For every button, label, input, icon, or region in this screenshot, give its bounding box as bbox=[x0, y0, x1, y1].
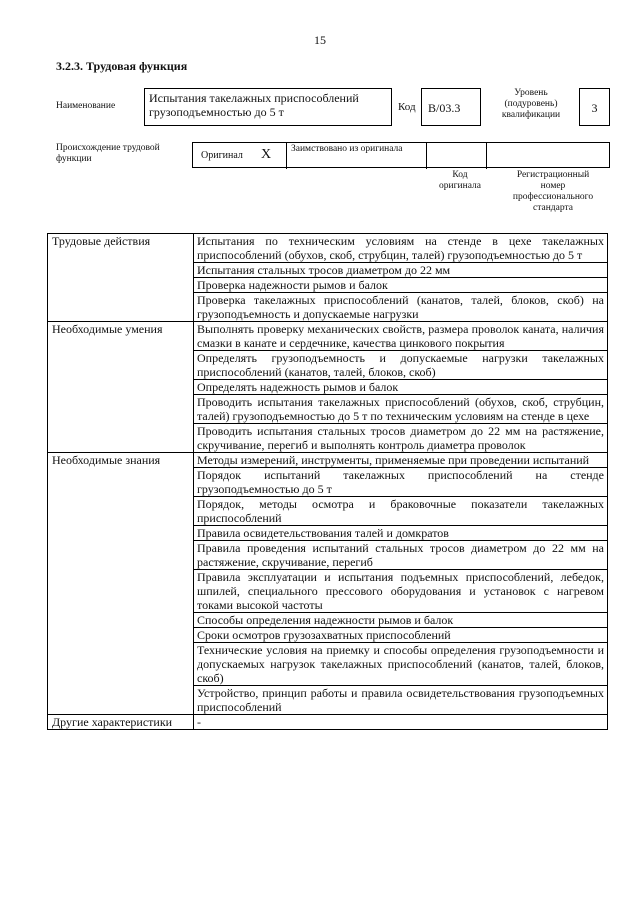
qualification-level-box: 3 bbox=[579, 88, 610, 126]
other-characteristics-value: - bbox=[194, 715, 608, 730]
original-cell bbox=[193, 143, 287, 169]
skill-item: Определять надежность рымов и балок bbox=[194, 380, 608, 395]
table-row bbox=[48, 715, 608, 730]
page-number: 15 bbox=[314, 33, 326, 47]
table-row bbox=[48, 234, 608, 263]
function-name-box: Испытания такелажных приспособлений грузоподъемностью до 5 т bbox=[144, 88, 392, 126]
section-title: 3.2.3. Трудовая функция bbox=[56, 59, 188, 73]
registration-number-caption bbox=[497, 170, 609, 214]
registration-number-cell bbox=[487, 143, 611, 169]
labor-action-item: Проверка надежности рымов и балок bbox=[194, 278, 608, 293]
knowledge-item: Правила освидетельствования талей и домкратов bbox=[194, 526, 608, 541]
original-code-caption bbox=[425, 170, 495, 192]
reg-caption-line-3: профессионального bbox=[512, 192, 594, 202]
level-label-line-2: (подуровень) bbox=[504, 99, 558, 109]
other-characteristics-label: Другие характеристики bbox=[48, 715, 194, 730]
knowledge-item: Порядок испытаний такелажных приспособлений на стенде грузоподъемностью до 5 т bbox=[194, 468, 608, 497]
knowledge-item: Методы измерений, инструменты, применяемые при проведении испытаний bbox=[194, 453, 608, 468]
skill-item: Выполнять проверку механических свойств, размера проволок каната, наличия смазки в канате и сердечнике, качества цинкового покрытия bbox=[194, 322, 608, 351]
origin-label: Происхождение трудовой функции bbox=[56, 143, 160, 164]
knowledge-item: Устройство, принцип работы и правила освидетельствования грузоподъемных приспособлений bbox=[194, 686, 608, 715]
skill-item: Проводить испытания такелажных приспособлений (обухов, скоб, струбцин, талей) грузоподъемностью до 5 т по техническим условиям на стенде в цехе bbox=[194, 395, 608, 424]
table-row bbox=[48, 322, 608, 351]
original-label: Оригинал bbox=[201, 150, 243, 161]
level-label-line-3: квалификации bbox=[501, 110, 561, 120]
labor-action-item: Проверка такелажных приспособлений (канатов, талей, блоков, скоб) на грузоподъемность и допускаемые нагрузки bbox=[194, 293, 608, 322]
knowledge-label: Необходимые знания bbox=[48, 453, 194, 715]
skill-item: Определять грузоподъемность и допускаемые нагрузки такелажных приспособлений (канатов, талей, блоков, скоб) bbox=[194, 351, 608, 380]
labor-actions-label: Трудовые действия bbox=[48, 234, 194, 322]
borrowed-cell bbox=[287, 143, 427, 169]
knowledge-item: Технические условия на приемку и способы определения грузоподъемности и допускаемых нагрузок такелажных приспособлений (канатов, талей, блоков, скоб) bbox=[194, 643, 608, 686]
table-row bbox=[48, 453, 608, 468]
level-label-line-1: Уровень bbox=[514, 88, 548, 98]
function-details-table bbox=[47, 233, 608, 730]
code-value-box: B/03.3 bbox=[421, 88, 481, 126]
reg-caption-line-1: Регистрационный bbox=[516, 170, 590, 180]
name-label: Наименование bbox=[56, 101, 116, 111]
skills-label: Необходимые умения bbox=[48, 322, 194, 453]
knowledge-item: Сроки осмотров грузозахватных приспособлений bbox=[194, 628, 608, 643]
skill-item: Проводить испытания стальных тросов диаметром до 22 мм на растяжение, скручивание, перегиб и выполнять контроль диаметра проволок bbox=[194, 424, 608, 453]
labor-action-item: Испытания стальных тросов диаметром до 22 мм bbox=[194, 263, 608, 278]
code-label: Код bbox=[398, 101, 416, 113]
reg-caption-line-2: номер bbox=[540, 181, 566, 191]
borrowed-label: Заимствовано из оригинала bbox=[291, 144, 403, 154]
original-mark: X bbox=[261, 147, 272, 162]
qualification-level-label bbox=[488, 88, 574, 121]
origin-row bbox=[192, 142, 610, 168]
knowledge-item: Способы определения надежности рымов и балок bbox=[194, 613, 608, 628]
reg-caption-line-4: стандарта bbox=[533, 203, 573, 213]
original-code-cell bbox=[427, 143, 487, 169]
labor-action-item: Испытания по техническим условиям на стенде в цехе такелажных приспособлений (обухов, скоб, струбцин, талей) грузоподъемностью до 5 т bbox=[194, 234, 608, 263]
knowledge-item: Правила проведения испытаний стальных тросов диаметром до 22 мм на растяжение, скручивание, перегиб bbox=[194, 541, 608, 570]
code-caption-line-1: Код bbox=[452, 170, 468, 180]
knowledge-item: Правила эксплуатации и испытания подъемных приспособлений, лебедок, шпилей, специального прессового оборудования и установок с нагревом токами высокой частоты bbox=[194, 570, 608, 613]
knowledge-item: Порядок, методы осмотра и браковочные показатели такелажных приспособлений bbox=[194, 497, 608, 526]
code-caption-line-2: оригинала bbox=[439, 181, 481, 191]
